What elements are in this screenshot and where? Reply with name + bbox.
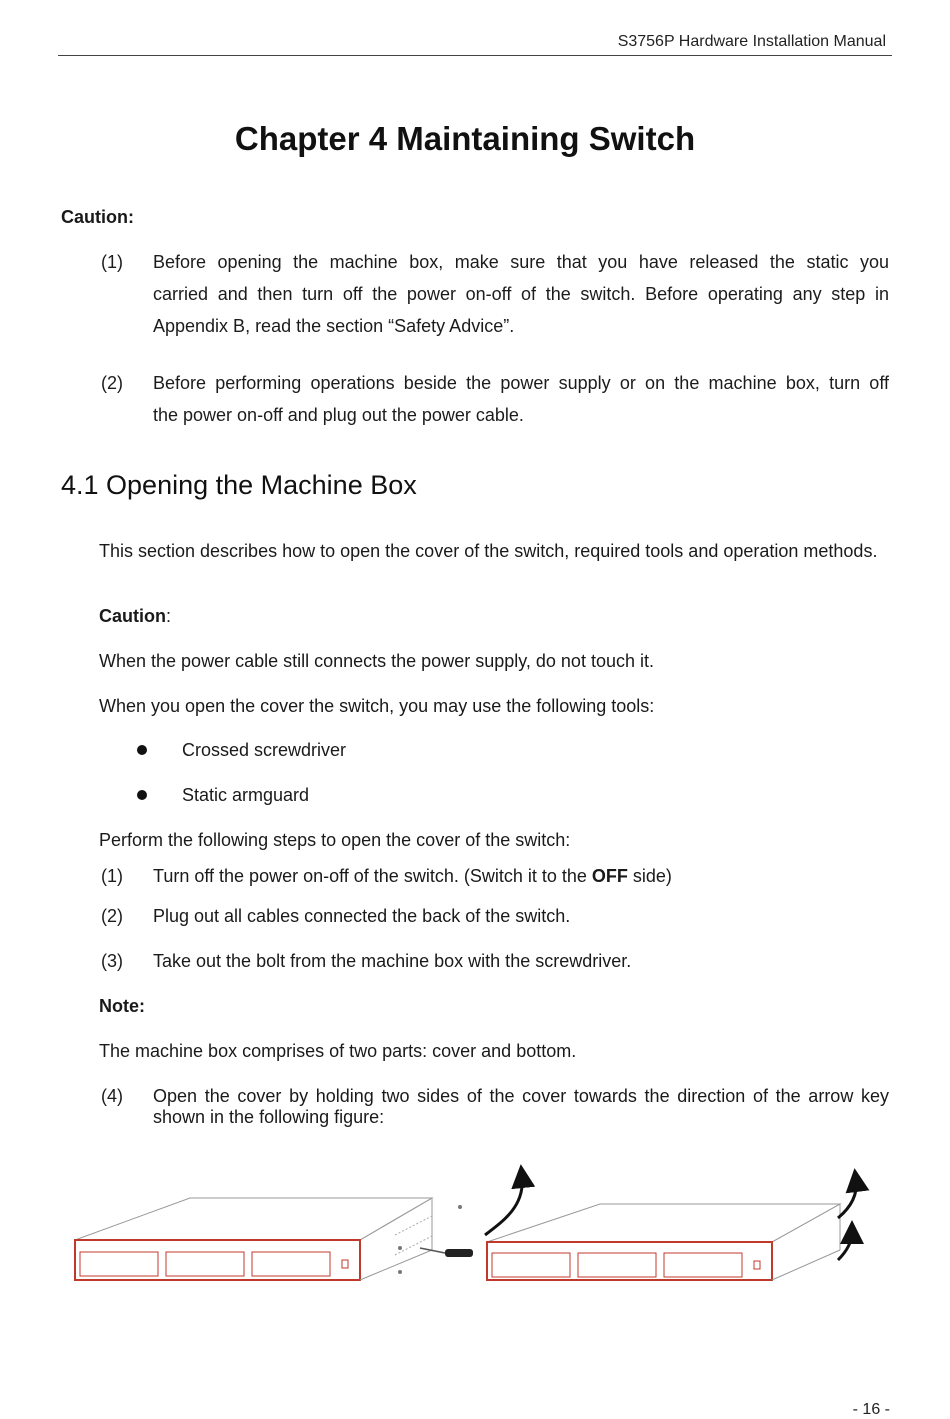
step-2: Plug out all cables connected the back of the switch. — [153, 906, 571, 926]
switch-illustration-left — [75, 1198, 432, 1280]
section-intro: This section describes how to open the cover of the switch, required tools and operation methods. — [99, 541, 878, 561]
caution-label: Caution: — [61, 207, 134, 227]
step-4-line1: Open the cover by holding two sides of the cover towards the direction of the arrow key — [153, 1086, 889, 1106]
section-title: 4.1 Opening the Machine Box — [61, 470, 417, 500]
caution-item-2 — [153, 367, 889, 431]
step-number: (4) — [101, 1086, 123, 1106]
step-number: (3) — [101, 951, 123, 971]
tools-intro: When you open the cover the switch, you may use the following tools: — [99, 696, 655, 716]
caution-item-1-line1: Before opening the machine box, make sure that you have released the static you — [153, 252, 889, 272]
switch-illustration-right — [487, 1204, 840, 1280]
step-4 — [153, 1086, 889, 1128]
screwdriver-icon — [398, 1205, 473, 1274]
step-1-text-a: Turn off the power on-off of the switch. (Switch it to the — [153, 866, 592, 886]
caution-text: When the power cable still connects the power supply, do not touch it. — [99, 651, 654, 671]
caution-item-number: (2) — [101, 373, 123, 393]
caution-item-1-line2: carried and then turn off the power on-off of the switch. Before operating any step in — [153, 284, 889, 304]
bullet-icon — [137, 745, 147, 755]
manual-title: S3756P Hardware Installation Manual — [617, 33, 886, 50]
chapter-title: Chapter 4 Maintaining Switch — [234, 120, 696, 157]
step-1-off-bold: OFF — [591, 866, 628, 886]
step-number: (1) — [101, 866, 123, 886]
caution-item-2-line2: the power on-off and plug out the power cable. — [153, 405, 524, 425]
caution-item-number: (1) — [101, 252, 123, 272]
step-1-text-b: side) — [627, 866, 672, 886]
caution-item-2-line1: Before performing operations beside the power supply or on the machine box, turn off — [153, 373, 889, 393]
tool-item: Crossed screwdriver — [182, 740, 347, 760]
step-1 — [153, 866, 672, 887]
section-caution-colon: : — [166, 606, 172, 626]
arrow-icon — [485, 1176, 522, 1235]
arrow-icon — [838, 1180, 856, 1218]
step-number: (2) — [101, 906, 123, 926]
bullet-icon — [137, 790, 147, 800]
step-3: Take out the bolt from the machine box with the screwdriver. — [153, 951, 632, 971]
page-number: - 16 - — [852, 1401, 890, 1418]
steps-intro: Perform the following steps to open the cover of the switch: — [99, 830, 571, 850]
step-4-line2: shown in the following figure: — [153, 1107, 385, 1127]
opening-cover-figure — [60, 1160, 900, 1300]
note-text: The machine box comprises of two parts: cover and bottom. — [99, 1041, 577, 1061]
note-label: Note: — [99, 996, 145, 1016]
section-caution — [99, 606, 171, 627]
tool-item: Static armguard — [182, 785, 310, 805]
page-header — [58, 33, 892, 56]
section-caution-label: Caution — [99, 606, 166, 626]
caution-item-1-line3: Appendix B, read the section “Safety Advice”. — [153, 316, 515, 336]
caution-item-1 — [153, 246, 889, 342]
